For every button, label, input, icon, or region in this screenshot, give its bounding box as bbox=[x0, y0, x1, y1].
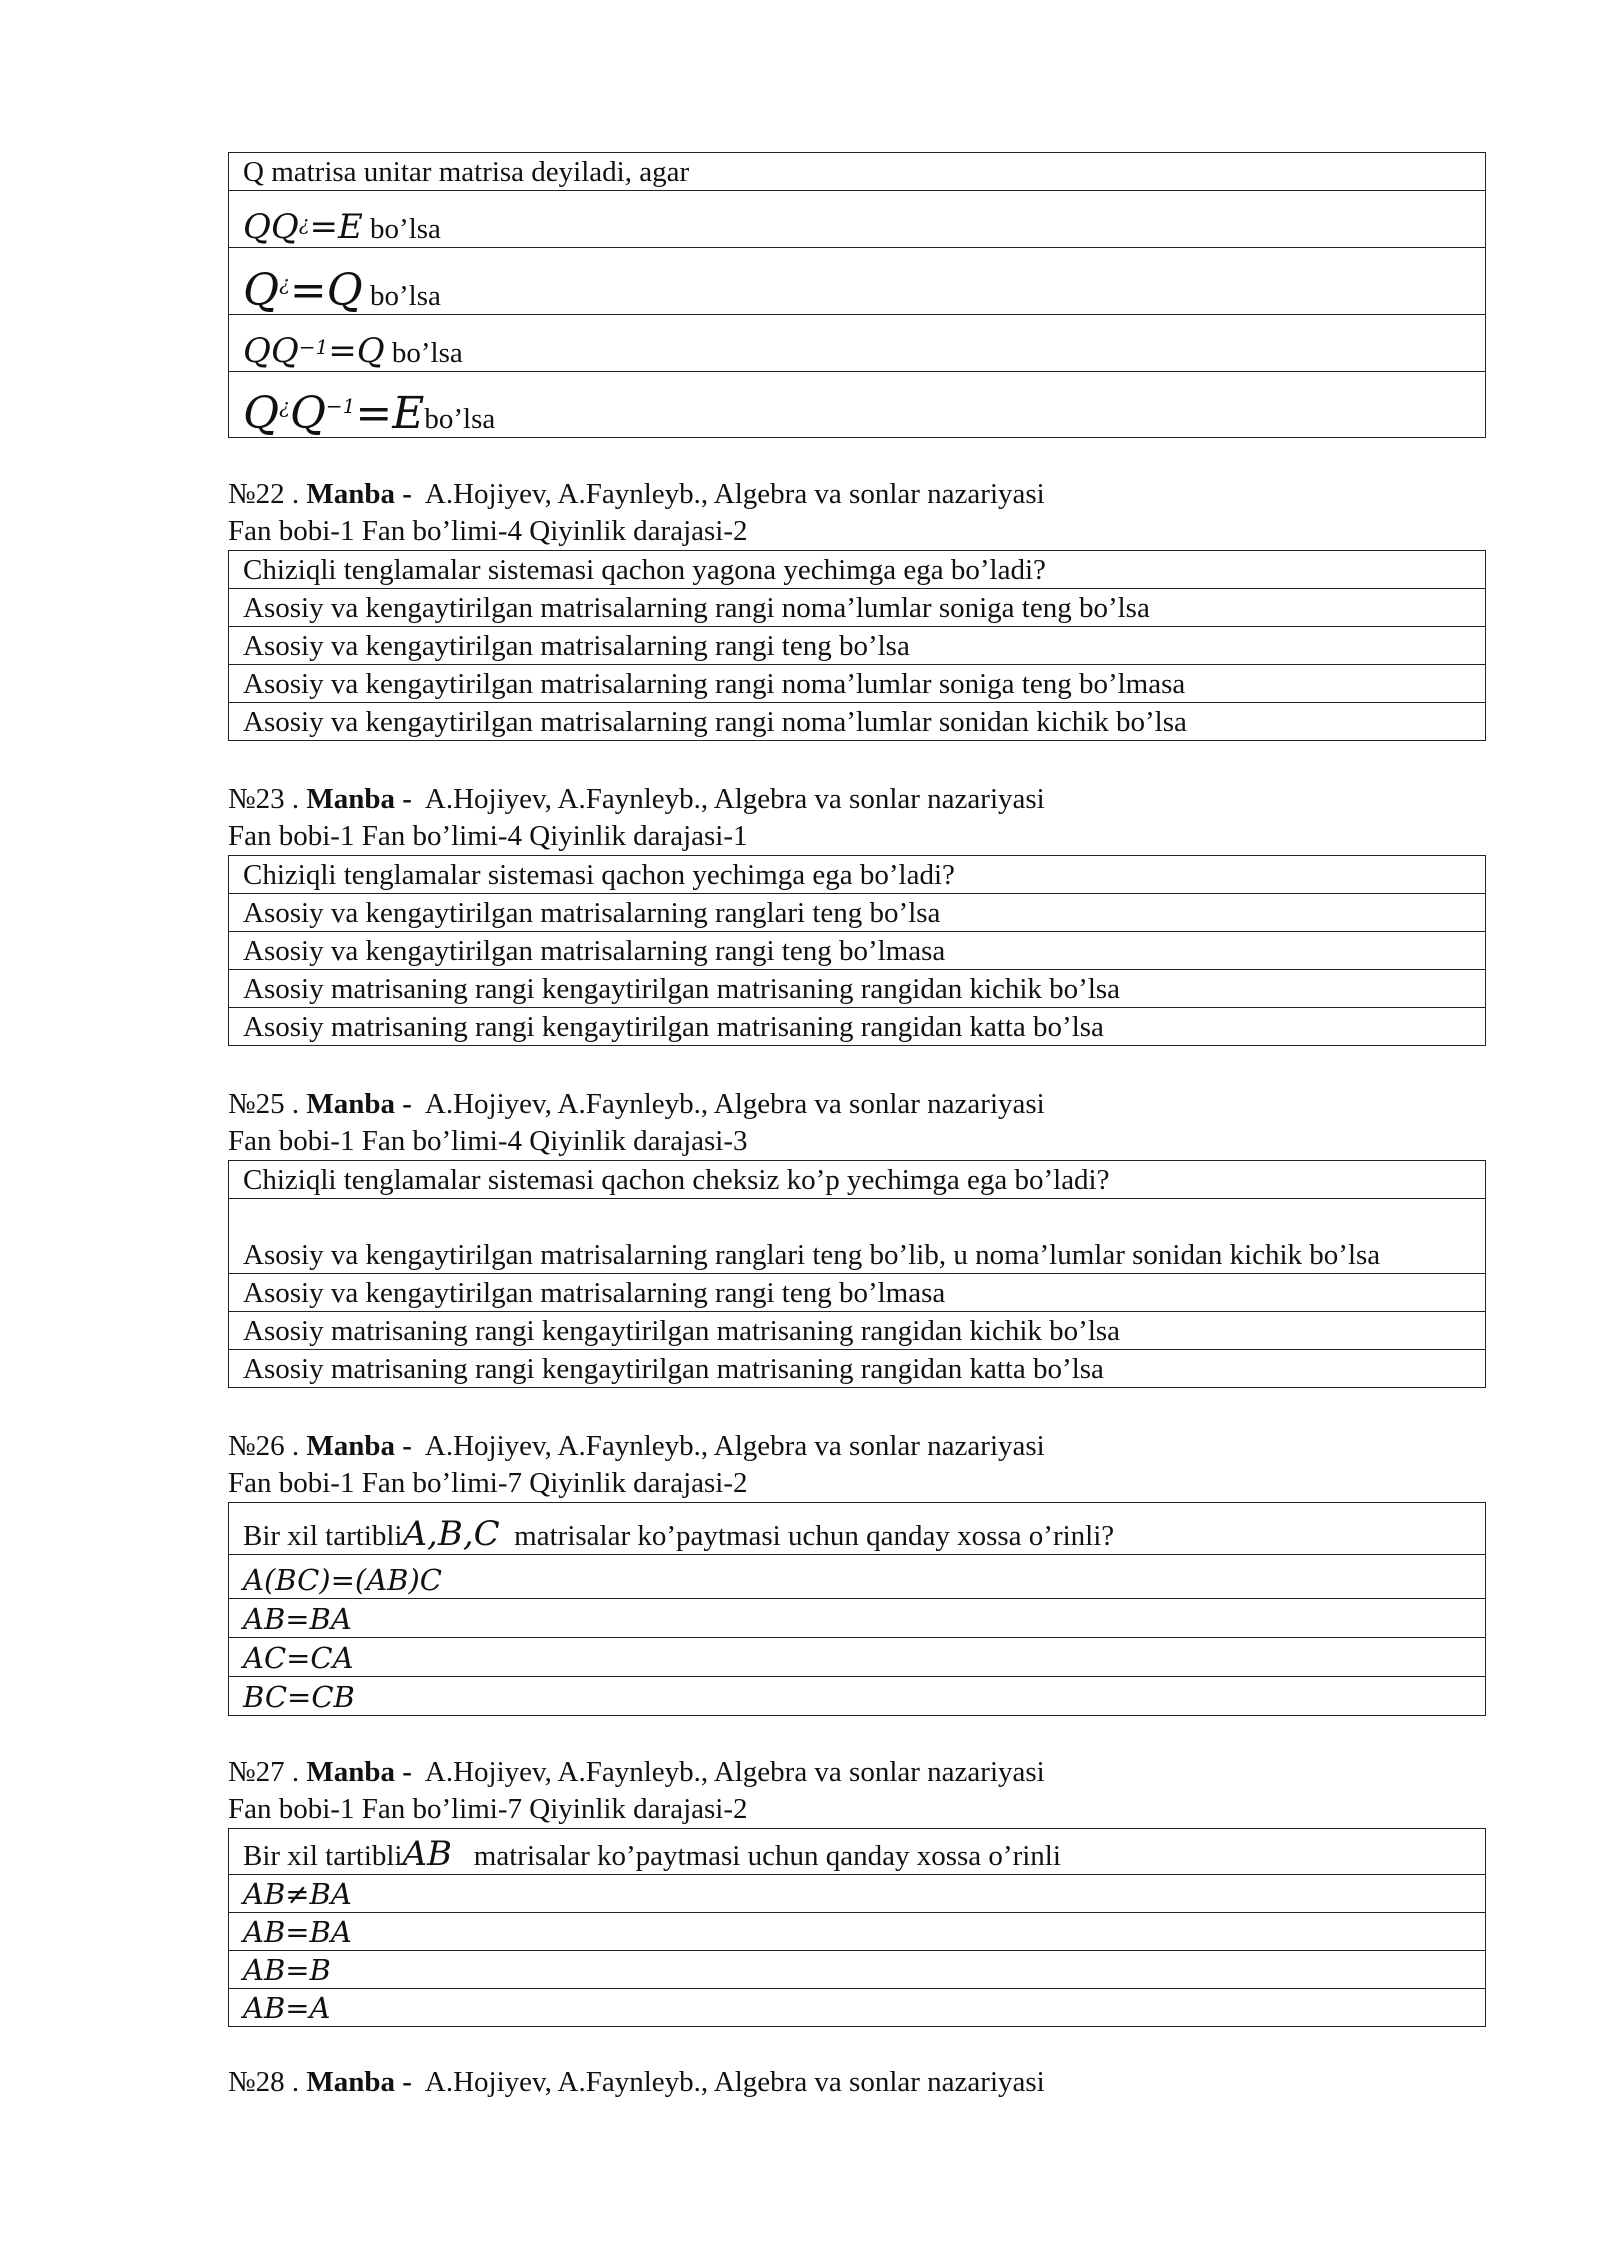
q26-answer-1: A(BC)=(AB)C bbox=[229, 1555, 1486, 1599]
q22-answer-1: Asosiy va kengaytirilgan matrisalarning rangi noma’lumlar soniga teng bo’lsa bbox=[229, 589, 1486, 627]
q23-answer-1: Asosiy va kengaytirilgan matrisalarning ranglari teng bo’lsa bbox=[229, 894, 1486, 932]
q21-question: Q matrisa unitar matrisa deyiladi, agar bbox=[229, 153, 1486, 191]
q27-answer-3: AB=B bbox=[229, 1951, 1486, 1989]
q26-answer-2: AB=BA bbox=[229, 1599, 1486, 1638]
q27-answer-4: AB=A bbox=[229, 1989, 1486, 2027]
q21-answer-4: $Q^¿Q^{-1}=Ebo’lsa$ bbox=[229, 372, 1486, 438]
q23-question: Chiziqli tenglamalar sistemasi qachon yechimga ega bo’ladi? bbox=[229, 856, 1486, 894]
q22-block bbox=[228, 550, 1486, 741]
q25-answer-1: Asosiy va kengaytirilgan matrisalarning ranglari teng bo’lib, u noma’lumlar sonidan kichik bo’lsa bbox=[229, 1199, 1486, 1274]
q25-answer-4: Asosiy matrisaning rangi kengaytirilgan matrisaning rangidan katta bo’lsa bbox=[229, 1350, 1486, 1388]
q27-header: №27 . Manba - A.Hojiyev, A.Faynleyb., Algebra va sonlar nazariyasi bbox=[228, 1756, 1045, 1788]
q25-table bbox=[228, 1160, 1486, 1388]
q23-meta: Fan bobi-1 Fan bo’limi-4 Qiyinlik darajasi-1 bbox=[228, 820, 748, 852]
q22-header: №22 . Manba - A.Hojiyev, A.Faynleyb., Algebra va sonlar nazariyasi bbox=[228, 478, 1045, 510]
q23-answer-4: Asosiy matrisaning rangi kengaytirilgan matrisaning rangidan katta bo’lsa bbox=[229, 1008, 1486, 1046]
q25-answer-3: Asosiy matrisaning rangi kengaytirilgan matrisaning rangidan kichik bo’lsa bbox=[229, 1312, 1486, 1350]
q26-answer-4: BC=CB bbox=[229, 1677, 1486, 1716]
q25-block bbox=[228, 1160, 1486, 1388]
q27-table bbox=[228, 1828, 1486, 2027]
q23-header: №23 . Manba - A.Hojiyev, A.Faynleyb., Algebra va sonlar nazariyasi bbox=[228, 783, 1045, 815]
q22-meta: Fan bobi-1 Fan bo’limi-4 Qiyinlik darajasi-2 bbox=[228, 515, 748, 547]
q23-answer-3: Asosiy matrisaning rangi kengaytirilgan matrisaning rangidan kichik bo’lsa bbox=[229, 970, 1486, 1008]
q27-answer-1: AB≠BA bbox=[229, 1875, 1486, 1913]
q26-answer-3: AC=CA bbox=[229, 1638, 1486, 1677]
q27-meta: Fan bobi-1 Fan bo’limi-7 Qiyinlik darajasi-2 bbox=[228, 1793, 748, 1825]
q23-table bbox=[228, 855, 1486, 1046]
q26-meta: Fan bobi-1 Fan bo’limi-7 Qiyinlik darajasi-2 bbox=[228, 1467, 748, 1499]
q26-block bbox=[228, 1502, 1486, 1716]
q26-question: Bir xil tartibliA,B,C matrisalar ko’paytmasi uchun qanday xossa o’rinli? bbox=[229, 1503, 1486, 1555]
q25-answer-2: Asosiy va kengaytirilgan matrisalarning rangi teng bo’lmasa bbox=[229, 1274, 1486, 1312]
q21-answer-1: QQ¿=E bo’lsa bbox=[229, 191, 1486, 248]
q21-block bbox=[228, 152, 1486, 438]
q25-header: №25 . Manba - A.Hojiyev, A.Faynleyb., Algebra va sonlar nazariyasi bbox=[228, 1088, 1045, 1120]
q27-block bbox=[228, 1828, 1486, 2027]
q21-answer-2: Q¿=Q bo’lsa bbox=[229, 248, 1486, 315]
q28-header: №28 . Manba - A.Hojiyev, A.Faynleyb., Algebra va sonlar nazariyasi bbox=[228, 2066, 1045, 2098]
q27-question: Bir xil tartibliAB matrisalar ko’paytmasi uchun qanday xossa o’rinli bbox=[229, 1829, 1486, 1875]
q26-table bbox=[228, 1502, 1486, 1716]
q22-answer-4: Asosiy va kengaytirilgan matrisalarning rangi noma’lumlar sonidan kichik bo’lsa bbox=[229, 703, 1486, 741]
q22-answer-3: Asosiy va kengaytirilgan matrisalarning rangi noma’lumlar soniga teng bo’lmasa bbox=[229, 665, 1486, 703]
q25-question: Chiziqli tenglamalar sistemasi qachon cheksiz ko’p yechimga ega bo’ladi? bbox=[229, 1161, 1486, 1199]
q21-table bbox=[228, 152, 1486, 438]
q23-answer-2: Asosiy va kengaytirilgan matrisalarning rangi teng bo’lmasa bbox=[229, 932, 1486, 970]
q22-question: Chiziqli tenglamalar sistemasi qachon yagona yechimga ega bo’ladi? bbox=[229, 551, 1486, 589]
q21-answer-3: $QQ^{-1}=Q$ bo’lsa bbox=[229, 315, 1486, 372]
q22-answer-2: Asosiy va kengaytirilgan matrisalarning rangi teng bo’lsa bbox=[229, 627, 1486, 665]
q26-header: №26 . Manba - A.Hojiyev, A.Faynleyb., Algebra va sonlar nazariyasi bbox=[228, 1430, 1045, 1462]
q22-table bbox=[228, 550, 1486, 741]
q23-block bbox=[228, 855, 1486, 1046]
q25-meta: Fan bobi-1 Fan bo’limi-4 Qiyinlik darajasi-3 bbox=[228, 1125, 748, 1157]
q27-answer-2: AB=BA bbox=[229, 1913, 1486, 1951]
